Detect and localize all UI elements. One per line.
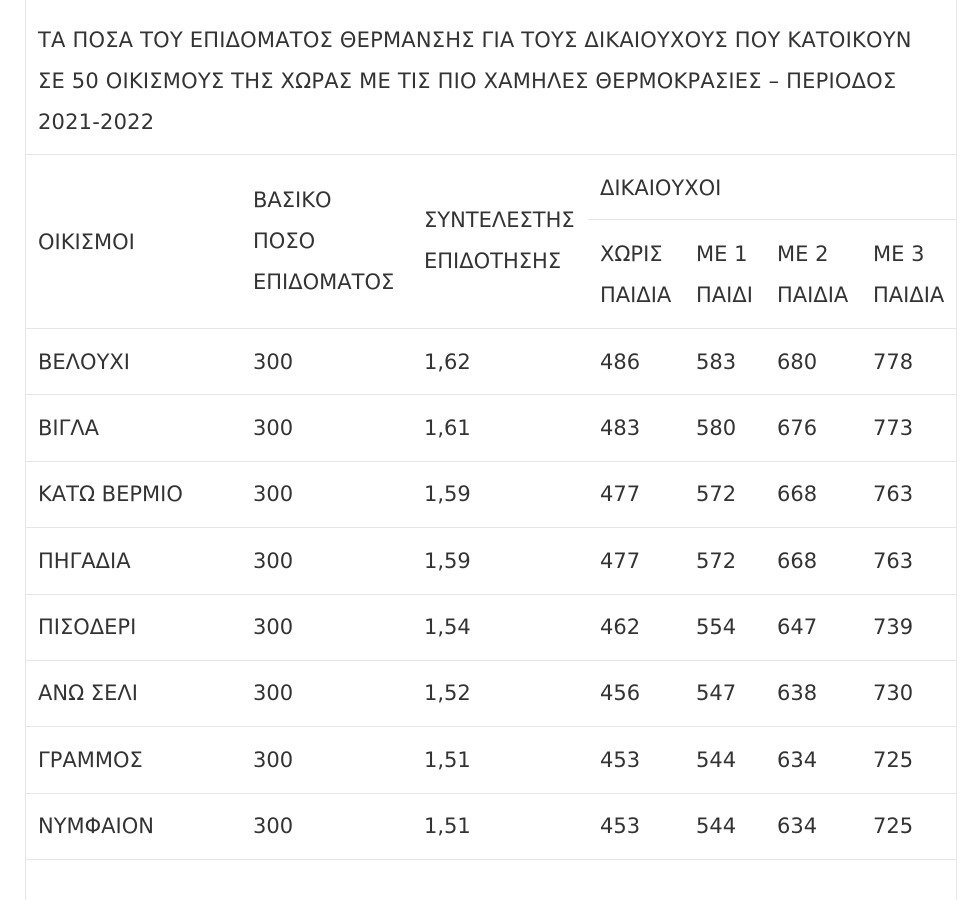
header-base-line-2: ΠΟΣΟ <box>253 229 316 253</box>
cell-one-child: 544 <box>696 748 737 772</box>
cell-three-children: 725 <box>873 748 914 772</box>
caption-line-3: 2021-2022 <box>38 110 155 134</box>
cell-base-amount: 300 <box>253 350 294 374</box>
header-top-divider <box>26 154 956 155</box>
cell-no-children: 486 <box>600 350 641 374</box>
cell-no-children: 453 <box>600 814 641 838</box>
cell-two-children: 634 <box>777 814 818 838</box>
cell-no-children: 453 <box>600 748 641 772</box>
table-caption <box>38 20 938 143</box>
cell-base-amount: 300 <box>253 482 294 506</box>
header-no-children-line-1: ΧΩΡΙΣ <box>600 242 663 266</box>
cell-one-child: 547 <box>696 681 737 705</box>
cell-two-children: 634 <box>777 748 818 772</box>
cell-no-children: 477 <box>600 549 641 573</box>
header-settlements: ΟΙΚΙΣΜΟΙ <box>38 230 135 254</box>
header-two-children-line-1: ΜΕ 2 <box>777 242 829 266</box>
cell-one-child: 572 <box>696 482 737 506</box>
header-beneficiaries: ΔΙΚΑΙΟΥΧΟΙ <box>600 176 722 200</box>
cell-one-child: 583 <box>696 350 737 374</box>
cell-base-amount: 300 <box>253 814 294 838</box>
row-divider <box>26 793 956 794</box>
cell-three-children: 730 <box>873 681 914 705</box>
cell-settlement-name: ΑΝΩ ΣΕΛΙ <box>38 681 138 705</box>
cell-settlement-name: ΝΥΜΦΑΙΟΝ <box>38 814 154 838</box>
cell-one-child: 544 <box>696 814 737 838</box>
header-two-children-line-2: ΠΑΙΔΙΑ <box>777 283 849 307</box>
row-divider <box>26 660 956 661</box>
cell-coefficient: 1,61 <box>424 416 471 440</box>
cell-base-amount: 300 <box>253 416 294 440</box>
cell-three-children: 725 <box>873 814 914 838</box>
row-divider <box>26 328 956 329</box>
cell-settlement-name: ΠΗΓΑΔΙΑ <box>38 549 131 573</box>
caption-line-1: ΤΑ ΠΟΣΑ ΤΟΥ ΕΠΙΔΟΜΑΤΟΣ ΘΕΡΜΑΝΣΗΣ ΓΙΑ ΤΟΥΣ ΔΙΚΑΙΟΥΧΟΥΣ ΠΟΥ ΚΑΤΟΙΚΟΥΝ <box>38 28 912 52</box>
caption-line-2: ΣΕ 50 ΟΙΚΙΣΜΟΥΣ ΤΗΣ ΧΩΡΑΣ ΜΕ ΤΙΣ ΠΙΟ ΧΑΜΗΛΕΣ ΘΕΡΜΟΚΡΑΣΙΕΣ – ΠΕΡΙΟΔΟΣ <box>38 69 897 93</box>
row-divider <box>26 394 956 395</box>
cell-two-children: 680 <box>777 350 818 374</box>
row-divider <box>26 461 956 462</box>
row-divider <box>26 859 956 860</box>
cell-settlement-name: ΒΕΛΟΥΧΙ <box>38 350 130 374</box>
header-no-children-line-2: ΠΑΙΔΙΑ <box>600 283 672 307</box>
row-divider <box>26 527 956 528</box>
cell-two-children: 668 <box>777 482 818 506</box>
cell-settlement-name: ΒΙΓΛΑ <box>38 416 100 440</box>
cell-coefficient: 1,51 <box>424 748 471 772</box>
header-base-line-3: ΕΠΙΔΟΜΑΤΟΣ <box>253 270 395 294</box>
cell-three-children: 739 <box>873 615 914 639</box>
cell-one-child: 572 <box>696 549 737 573</box>
cell-base-amount: 300 <box>253 681 294 705</box>
header-three-children-line-1: ΜΕ 3 <box>873 242 925 266</box>
cell-no-children: 462 <box>600 615 641 639</box>
cell-three-children: 763 <box>873 549 914 573</box>
cell-three-children: 773 <box>873 416 914 440</box>
cell-settlement-name: ΚΑΤΩ ΒΕΡΜΙΟ <box>38 482 183 506</box>
header-coef-line-1: ΣΥΝΤΕΛΕΣΤΗΣ <box>424 208 575 232</box>
cell-coefficient: 1,59 <box>424 549 471 573</box>
cell-coefficient: 1,51 <box>424 814 471 838</box>
header-one-child-line-1: ΜΕ 1 <box>696 242 748 266</box>
cell-coefficient: 1,59 <box>424 482 471 506</box>
cell-two-children: 668 <box>777 549 818 573</box>
cell-two-children: 676 <box>777 416 818 440</box>
cell-one-child: 580 <box>696 416 737 440</box>
header-one-child-line-2: ΠΑΙΔΙ <box>696 283 753 307</box>
row-divider <box>26 594 956 595</box>
cell-two-children: 647 <box>777 615 818 639</box>
cell-one-child: 554 <box>696 615 737 639</box>
cell-base-amount: 300 <box>253 748 294 772</box>
cell-no-children: 483 <box>600 416 641 440</box>
cell-coefficient: 1,52 <box>424 681 471 705</box>
row-divider <box>26 726 956 727</box>
cell-base-amount: 300 <box>253 615 294 639</box>
header-three-children-line-2: ΠΑΙΔΙΑ <box>873 283 945 307</box>
header-base-line-1: ΒΑΣΙΚΟ <box>253 188 332 212</box>
cell-base-amount: 300 <box>253 549 294 573</box>
cell-no-children: 456 <box>600 681 641 705</box>
cell-no-children: 477 <box>600 482 641 506</box>
cell-coefficient: 1,62 <box>424 350 471 374</box>
cell-settlement-name: ΓΡΑΜΜΟΣ <box>38 748 143 772</box>
header-sub-divider <box>588 219 956 220</box>
cell-coefficient: 1,54 <box>424 615 471 639</box>
cell-three-children: 778 <box>873 350 914 374</box>
cell-two-children: 638 <box>777 681 818 705</box>
cell-settlement-name: ΠΙΣΟΔΕΡΙ <box>38 615 137 639</box>
cell-three-children: 763 <box>873 482 914 506</box>
header-coef-line-2: ΕΠΙΔΟΤΗΣΗΣ <box>424 249 562 273</box>
